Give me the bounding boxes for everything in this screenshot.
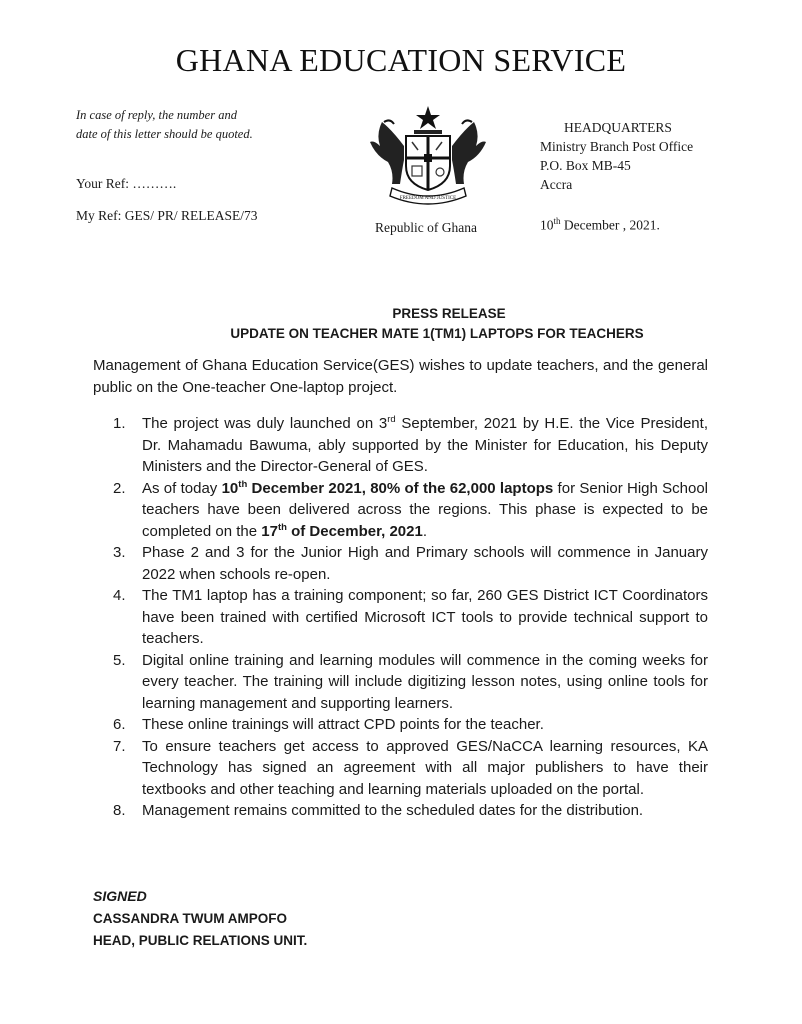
address-line: Accra: [540, 177, 573, 192]
list-item: [113, 714, 708, 736]
address-line: Ministry Branch Post Office: [540, 139, 694, 154]
item-text: .: [422, 522, 427, 540]
reply-note-line: date of this letter should be quoted.: [76, 127, 253, 141]
item-number: 8.: [113, 802, 126, 819]
ordinal-suffix: rd: [387, 414, 396, 425]
item-text: Phase 2 and 3 for the Junior High and Primary schools will commence in January 2022 when schools re-open.: [142, 544, 708, 583]
ghana-coat-of-arms-emblem: [362, 100, 494, 212]
item-text: To ensure teachers get access to approved GES/NaCCA learning resources, KA Technology has signed an agreement with all major publishers to have their textbooks and other teaching and learning materials uploaded on the portal.: [142, 737, 708, 798]
date-day: 10: [540, 217, 554, 233]
item-text: Management remains committed to the scheduled dates for the distribution.: [142, 802, 644, 819]
item-text: The TM1 laptop has a training component; so far, 260 GES District ICT Coordinators have been trained with certified Microsoft ICT tools to provide technical support to teachers.: [142, 587, 708, 647]
coat-of-arms-icon: [362, 100, 494, 212]
item-number: 7.: [113, 737, 126, 755]
address-line: P.O. Box MB-45: [540, 158, 631, 173]
list-item: [113, 585, 708, 650]
item-text: These online trainings will attract CPD points for the teacher.: [142, 716, 544, 733]
item-text: for Senior High School teachers have been delivered across the regions. This phase is expected to be completed on the: [142, 479, 709, 540]
reply-instruction-note: [76, 106, 306, 144]
ordinal-suffix: th: [277, 521, 287, 533]
reply-note-line: In case of reply, the number and: [76, 108, 237, 122]
item-text: The project was duly launched on 3: [142, 415, 388, 432]
item-text: Digital online training and learning modules will commence in the coming weeks for every teacher. The training will include digitizing lesson notes, using online tools for learning management and supporting learners.: [142, 651, 708, 712]
list-item: [113, 478, 708, 543]
item-bold-text: 10: [221, 479, 239, 497]
press-release-title: PRESS RELEASE: [392, 306, 506, 321]
update-points-list: [113, 413, 708, 822]
signatory-name: CASSANDRA TWUM AMPOFO: [93, 911, 287, 926]
republic-label: Republic of Ghana: [375, 220, 477, 235]
crest-motto: FREEDOM AND JUSTICE: [399, 196, 457, 201]
letter-date: [540, 216, 660, 234]
ordinal-suffix: th: [238, 478, 248, 490]
list-item: [113, 542, 708, 585]
item-bold-text: 17: [261, 522, 278, 540]
date-suffix: th: [553, 216, 561, 226]
my-reference: My Ref: GES/ PR/ RELEASE/73: [76, 208, 258, 223]
list-item: [113, 413, 708, 478]
item-number: 3.: [113, 544, 126, 561]
headquarters-address: [540, 118, 770, 194]
your-reference: Your Ref: ……….: [76, 176, 177, 191]
press-release-heading: [0, 304, 802, 344]
item-number: 2.: [113, 479, 126, 497]
list-item: [113, 736, 708, 801]
list-item: [113, 800, 708, 822]
headquarters-title: HEADQUARTERS: [564, 120, 672, 135]
item-text: As of today: [142, 479, 222, 497]
date-rest: December , 2021.: [560, 217, 660, 233]
organization-title: GHANA EDUCATION SERVICE: [175, 42, 627, 78]
item-number: 5.: [113, 651, 126, 669]
list-item: [113, 650, 708, 715]
item-number: 1.: [113, 415, 126, 432]
signed-label: SIGNED: [93, 888, 147, 904]
item-text: September, 2021 by H.E. the Vice President, Dr. Mahamadu Bawuma, ably supported by the Minister for Education, his Deputy Ministers and the Director-General of GES.: [142, 415, 708, 475]
item-bold-text: December 2021, 80% of the 62,000 laptops: [247, 479, 554, 497]
item-bold-text: of December, 2021: [286, 522, 423, 540]
item-number: 6.: [113, 716, 126, 733]
signatory-title: HEAD, PUBLIC RELATIONS UNIT.: [93, 933, 308, 948]
intro-paragraph: Management of Ghana Education Service(GES) wishes to update teachers, and the general public on the One-teacher One-laptop project.: [93, 357, 708, 396]
press-release-subject: UPDATE ON TEACHER MATE 1(TM1) LAPTOPS FOR TEACHERS: [230, 326, 644, 341]
item-number: 4.: [113, 587, 126, 604]
